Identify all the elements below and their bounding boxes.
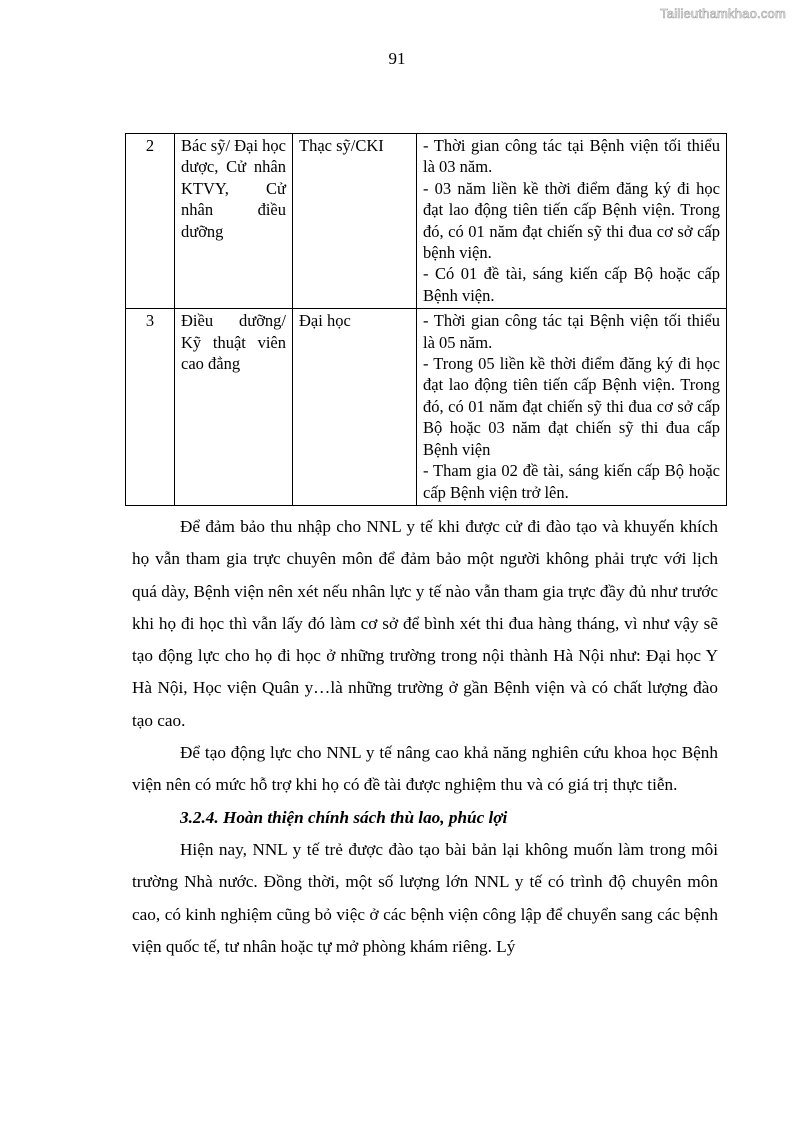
criteria-line: - 03 năm liền kề thời điểm đăng ký đi học đạt lao động tiên tiến cấp Bệnh viện. Trong đó, có 01 năm đạt chiến sỹ thi đua cơ sở cấp bệnh viện. — [423, 178, 720, 263]
degree-cell: Thạc sỹ/CKI — [293, 134, 417, 309]
body-text — [132, 511, 718, 963]
criteria-cell — [417, 134, 727, 309]
criteria-table — [125, 133, 727, 506]
position-cell: Bác sỹ/ Đại học dược, Cử nhân KTVY, Cử nhân điều dưỡng — [175, 134, 293, 309]
criteria-cell — [417, 309, 727, 506]
row-number: 2 — [126, 134, 175, 309]
table-row — [126, 309, 727, 506]
criteria-line: - Tham gia 02 đề tài, sáng kiến cấp Bộ hoặc cấp Bệnh viện trở lên. — [423, 461, 720, 502]
page-number: 91 — [388, 49, 406, 68]
criteria-line: - Thời gian công tác tại Bệnh viện tối thiểu là 03 năm. — [423, 136, 720, 177]
section-heading: 3.2.4. Hoàn thiện chính sách thù lao, phúc lợi — [180, 807, 508, 827]
position-cell: Điều dưỡng/ Kỹ thuật viên cao đẳng — [175, 309, 293, 506]
criteria-line: - Thời gian công tác tại Bệnh viện tối thiểu là 05 năm. — [423, 311, 720, 352]
row-number: 3 — [126, 309, 175, 506]
criteria-line: - Có 01 đề tài, sáng kiến cấp Bộ hoặc cấp Bệnh viện. — [423, 264, 720, 305]
criteria-line: - Trong 05 liền kề thời điểm đăng ký đi học đạt lao động tiên tiến cấp Bệnh viện. Trong đó, có 01 năm đạt chiến sỹ thi đua cơ sở cấp Bộ hoặc 03 năm đạt chiến sỹ thi đua cấp Bệnh viện — [423, 354, 720, 459]
paragraph-compensation: Hiện nay, NNL y tế trẻ được đào tạo bài bản lại không muốn làm trong môi trường Nhà nước. Đồng thời, một số lượng lớn NNL y tế có trình độ chuyên môn cao, có kinh nghiệm cũng bỏ việc ở các bệnh viện công lập để chuyển sang các bệnh viện quốc tế, tư nhân hoặc tự mở phòng khám riêng. Lý — [132, 839, 718, 956]
table-row — [126, 134, 727, 309]
degree-cell: Đại học — [293, 309, 417, 506]
watermark: Tailieuthamkhao.com — [660, 6, 786, 21]
paragraph-income-support: Để đảm bảo thu nhập cho NNL y tế khi được cử đi đào tạo và khuyến khích họ vẫn tham gia trực chuyên môn để đảm bảo một người không phải trực với lịch quá dày, Bệnh viện nên xét nếu nhân lực y tế nào vẫn tham gia trực đầy đủ như trước khi họ đi học thì vẫn lấy đó làm cơ sở để bình xét thi đua hàng tháng, vì như vậy sẽ tạo động lực cho họ đi học ở những trường trong nội thành Hà Nội như: Đại học Y Hà Nội, Học viện Quân y…là những trường ở gần Bệnh viện và có chất lượng đào tạo cao. — [132, 517, 718, 730]
paragraph-research-support: Để tạo động lực cho NNL y tế nâng cao khả năng nghiên cứu khoa học Bệnh viện nên có mức hỗ trợ khi họ có đề tài được nghiệm thu và có giá trị thực tiễn. — [132, 743, 718, 795]
